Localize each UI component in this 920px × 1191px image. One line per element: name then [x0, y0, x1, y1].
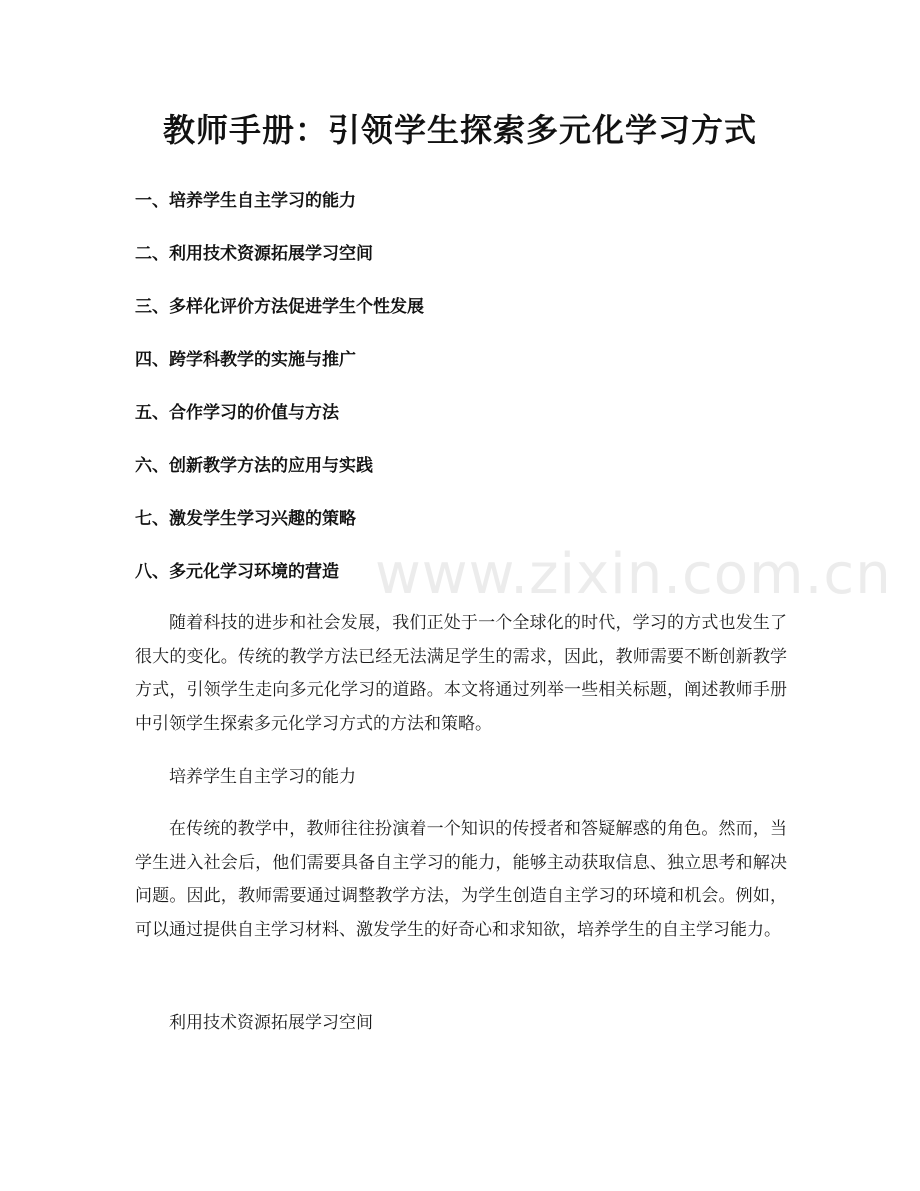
toc-item: 八、多元化学习环境的营造: [135, 562, 339, 582]
intro-paragraph: 随着科技的进步和社会发展，我们正处于一个全球化的时代，学习的方式也发生了很大的变化。传统的教学方法已经无法满足学生的需求，因此，教师需要不断创新教学方式，引领学生走向多元化学习的道路。本文将通过列举一些相关标题，阐述教师手册中引领学生探索多元化学习方式的方法和策略。: [135, 613, 787, 734]
table-of-contents: [135, 186, 795, 610]
document-title: 教师手册：引领学生探索多元化学习方式: [162, 111, 757, 149]
toc-item: 六、创新教学方法的应用与实践: [135, 456, 373, 476]
section-heading: 利用技术资源拓展学习空间: [169, 1013, 373, 1033]
toc-item: 二、利用技术资源拓展学习空间: [135, 244, 373, 264]
section-heading: 培养学生自主学习的能力: [169, 767, 356, 787]
toc-item: 七、激发学生学习兴趣的策略: [135, 509, 356, 529]
section-paragraph: 在传统的教学中，教师往往扮演着一个知识的传授者和答疑解惑的角色。然而，当学生进入社会后，他们需要具备自主学习的能力，能够主动获取信息、独立思考和解决问题。因此，教师需要通过调整教学方法，为学生创造自主学习的环境和机会。例如，可以通过提供自主学习材料、激发学生的好奇心和求知欲，培养学生的自主学习能力。: [135, 819, 787, 940]
toc-item: 四、跨学科教学的实施与推广: [135, 350, 356, 370]
toc-item: 五、合作学习的价值与方法: [135, 403, 339, 423]
watermark: www.zixin.com.cn: [375, 542, 892, 607]
toc-item: 一、培养学生自主学习的能力: [135, 191, 356, 211]
toc-item: 三、多样化评价方法促进学生个性发展: [135, 297, 424, 317]
